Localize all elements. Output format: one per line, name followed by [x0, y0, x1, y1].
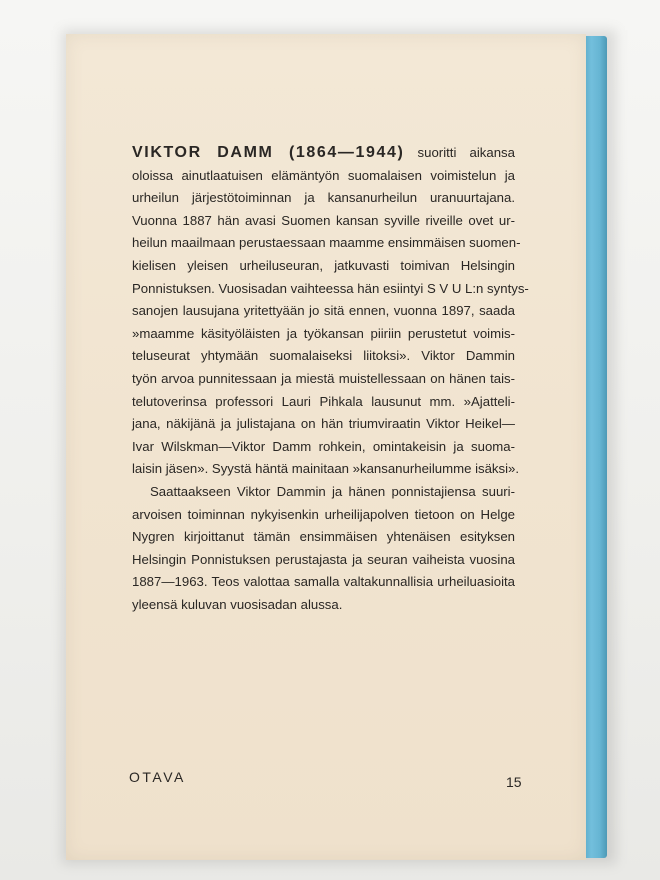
blurb-line: Saattaakseen Viktor Dammin ja hänen ponnistajiensa suuri-	[150, 483, 515, 499]
blurb-line: »maamme käsityöläisten ja työkansan piiriin perustetut voimis-	[132, 325, 515, 341]
book-back-cover	[66, 34, 586, 860]
lead-name: VIKTOR DAMM (1864—1944)	[132, 144, 405, 161]
blurb-line: telutoverinsa professori Lauri Pihkala lausunut mm. »Ajatteli-	[132, 393, 515, 409]
blurb-line: arvoisen toiminnan nykyisenkin urheilijapolven tietoon on Helge	[132, 506, 515, 522]
blurb-line: teluseurat yhtymään suomalaiseksi liitoksi». Viktor Dammin	[132, 348, 515, 364]
series-number: 15	[506, 774, 522, 790]
blurb-line: kielisen yleisen urheiluseuran, jatkuvasti toimivan Helsingin	[132, 257, 515, 273]
blurb-line: Ivar Wilskman—Viktor Damm rohkein, omintakeisin ja suoma-	[132, 438, 515, 454]
blurb-line: Vuonna 1887 hän avasi Suomen kansan syville riveille ovet ur-	[132, 212, 515, 228]
blurb-line: Ponnistuksen. Vuosisadan vaihteessa hän esiintyi S V U L:n syntys-	[132, 280, 529, 296]
blurb-line: 1887—1963. Teos valottaa samalla valtakunnallisia urheiluasioita	[132, 574, 515, 590]
blurb-line: jana, näkijänä ja julistajana on hän triumviraatin Viktor Heikel—	[132, 416, 515, 432]
publisher-name: OTAVA	[129, 769, 186, 785]
blurb-line: Nygren kirjoittanut tämän ensimmäisen yhtenäisen esityksen	[132, 529, 515, 545]
blurb-line: työn arvoa punnitessaan ja miestä muistellessaan on hänen tais-	[132, 370, 515, 386]
blurb-line: urheilun järjestötoiminnan ja kansanurheilun uranuurtajana.	[132, 190, 515, 206]
blurb-line: sanojen lausujana yritettyään jo sitä ennen, vuonna 1897, saada	[132, 303, 515, 319]
blurb-line: yleensä kuluvan vuosisadan alussa.	[132, 596, 343, 612]
blurb-line: laisin jäsen». Syystä häntä mainitaan »kansanurheilumme isäksi».	[132, 461, 520, 477]
blurb-line: Helsingin Ponnistuksen perustajasta ja seuran vaiheista vuosina	[132, 551, 515, 567]
blurb-line-first: VIKTOR DAMM (1864—1944) suoritti aikansa	[132, 144, 515, 161]
book-spine	[583, 36, 607, 858]
blurb-text	[132, 142, 529, 616]
blurb-line: oloissa ainutlaatuisen elämäntyön suomalaisen voimistelun ja	[132, 167, 515, 183]
blurb-line: heilun maailmaan perustaessaan maamme ensimmäisen suomen-	[132, 235, 521, 251]
